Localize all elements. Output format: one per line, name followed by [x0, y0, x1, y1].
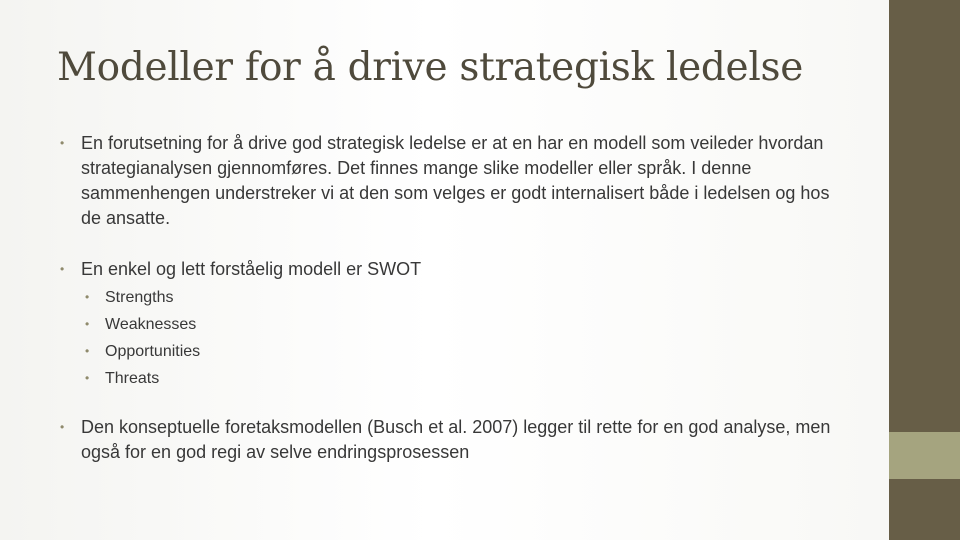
swot-sublist — [60, 284, 850, 392]
bullet-icon: • — [85, 344, 90, 358]
sub-bullet-text: Threats — [105, 370, 160, 387]
bullet-text: Den konseptuelle foretaksmodellen (Busch et al. 2007) legger til rette for en god analyse, men også for en god regi av selve endringsprosessen — [81, 417, 831, 462]
sub-bullet-item — [85, 338, 850, 365]
bullet-item — [60, 131, 850, 231]
sidebar-accent-block — [889, 432, 960, 479]
bullet-icon: • — [60, 262, 65, 276]
bullet-text: En enkel og lett forståelig modell er SWOT — [81, 259, 422, 279]
slide-title: Modeller for å drive strategisk ledelse — [57, 45, 804, 90]
decorative-sidebar — [889, 0, 960, 540]
slide-body — [60, 131, 850, 465]
bullet-icon: • — [85, 290, 90, 304]
bullet-icon: • — [60, 420, 65, 434]
bullet-text: En forutsetning for å drive god strategisk ledelse er at en har en modell som veileder hvordan strategianalysen gjennomføres. Det finnes mange slike modeller eller språk. I denne sammenhengen understreker vi at den som velges er godt internalisert både i ledelsen og hos de ansatte. — [81, 133, 830, 228]
sub-bullet-item — [85, 311, 850, 338]
sub-bullet-text: Strengths — [105, 289, 174, 306]
bullet-icon: • — [60, 136, 65, 150]
bullet-item — [60, 415, 850, 465]
bullet-item — [60, 257, 850, 282]
bullet-icon: • — [85, 371, 90, 385]
sub-bullet-text: Opportunities — [105, 343, 201, 360]
sub-bullet-text: Weaknesses — [105, 316, 197, 333]
sub-bullet-item — [85, 365, 850, 392]
sub-bullet-item — [85, 284, 850, 311]
bullet-icon: • — [85, 317, 90, 331]
